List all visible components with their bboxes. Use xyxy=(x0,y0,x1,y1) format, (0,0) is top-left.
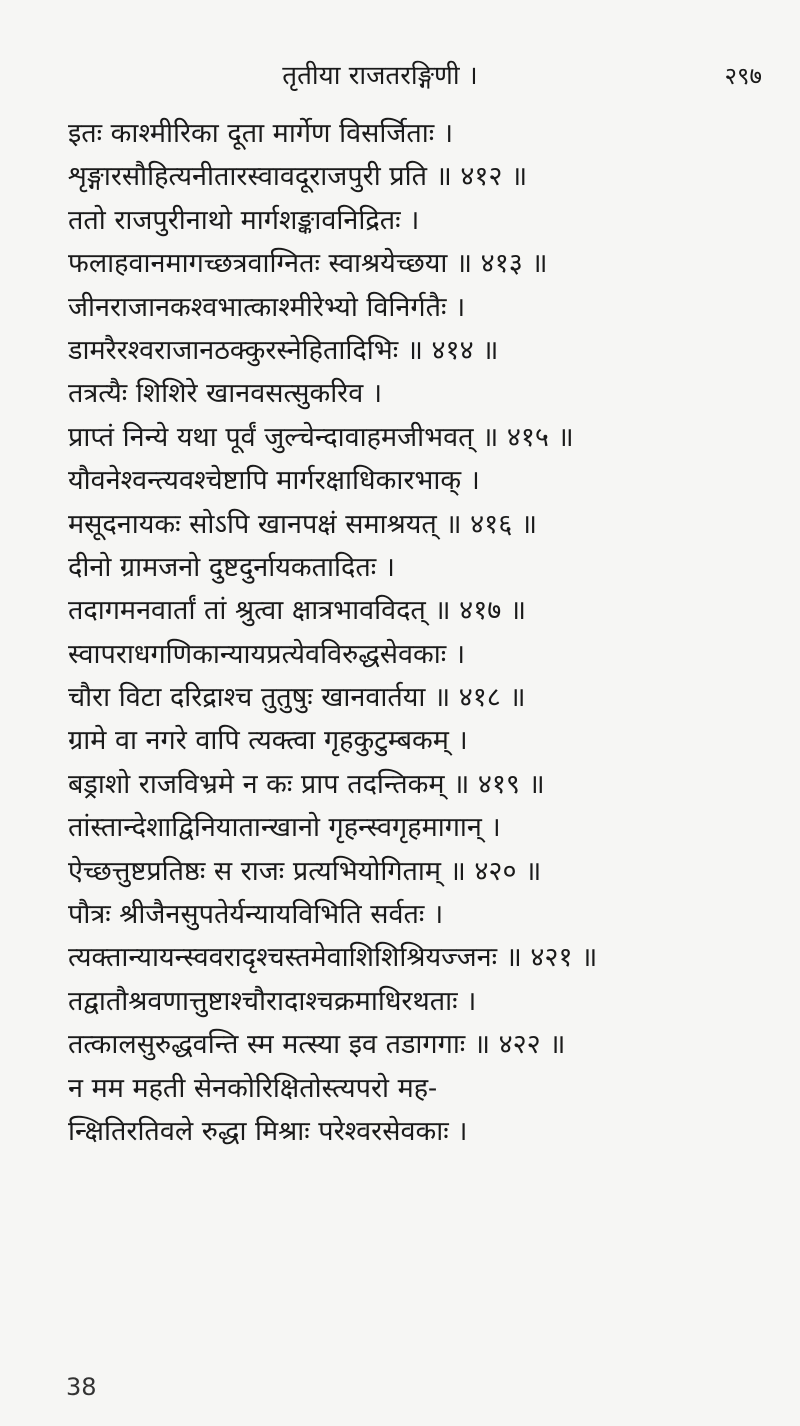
verse-line-3: ततो राजपुरीनाथो मार्गशङ्कावनिद्रितः । xyxy=(68,204,420,236)
running-title: तृतीया राजतरङ्गिणी । xyxy=(282,61,478,91)
verse-line-1: इतः काश्मीरिका दूता मार्गेण विसर्जिताः । xyxy=(68,118,454,149)
verse-line-20: त्यक्तान्यायन्स्ववरादृश्चस्तमेवाशिशिश्रियज्जनः ॥ ४२१ ॥ xyxy=(68,942,598,974)
verse-line-19: पौत्रः श्रीजैनसुपतेर्यन्यायविभिति सर्वतः । xyxy=(68,899,444,931)
verse-text-block xyxy=(68,112,768,1153)
verse-line-4: फलाहवानमागच्छत्रवाग्नितः स्वाश्रयेच्छया ॥ ४१३ ॥ xyxy=(68,248,548,280)
verse-line-2: शृङ्गारसौहित्यनीतारस्वावदूराजपुरी प्रति ॥ ४१२ ॥ xyxy=(68,161,528,193)
signature-mark: 38 xyxy=(66,1373,97,1401)
verse-line-15: ग्रामे वा नगरे वापि त्यक्त्वा गृहकुटुम्बकम् । xyxy=(68,725,468,757)
verse-line-18: ऐच्छत्तुष्टप्रतिष्ठः स राजः प्रत्यभियोगिताम् ॥ ४२० ॥ xyxy=(68,855,542,887)
verse-line-21: तद्वातौश्रवणात्तुष्टाश्चौरादाश्चक्रमाधिरथताः । xyxy=(68,985,477,1017)
page-number: २९७ xyxy=(724,62,762,90)
verse-line-6: डामरैरश्वराजानठक्कुरस्नेहितादिभिः ॥ ४१४ ॥ xyxy=(68,334,499,366)
verse-line-9: यौवनेश्वन्त्यवश्चेष्टापि मार्गरक्षाधिकारभाक् । xyxy=(68,465,480,497)
verse-line-23: न मम महती सेनकोरिक्षितोस्त्यपरो मह- xyxy=(68,1072,438,1104)
verse-line-8: प्राप्तं निन्ये यथा पूर्वं जुल्चेन्दावाहमजीभवत् ॥ ४१५ ॥ xyxy=(68,421,574,453)
verse-line-24: न्क्षितिरतिवले रुद्धा मिश्राः परेश्वरसेवकाः । xyxy=(68,1115,468,1147)
verse-line-17: तांस्तान्देशाद्विनियातान्खानो गृहन्स्वगृहमागान् । xyxy=(68,812,501,844)
verse-line-5: जीनराजानकश्वभात्काश्मीरेभ्यो विनिर्गतैः । xyxy=(68,291,466,323)
verse-line-12: तदागमनवार्तां तां श्रुत्वा क्षात्रभावविदत् ॥ ४१७ ॥ xyxy=(68,595,527,627)
verse-line-22: तत्कालसुरुद्धवन्ति स्म मत्स्या इव तडागगाः ॥ ४२२ ॥ xyxy=(68,1029,566,1061)
verse-line-14: चौरा विटा दरिद्राश्च तुतुषुः खानवार्तया ॥ ४१८ ॥ xyxy=(68,682,526,714)
running-head xyxy=(0,58,800,98)
verse-line-13: स्वापराधगणिकान्यायप्रत्येवविरुद्धसेवकाः । xyxy=(68,638,466,670)
verse-line-11: दीनो ग्रामजनो दुष्टदुर्नायकतादितः । xyxy=(68,551,396,583)
verse-line-10: मसूदनायकः सोऽपि खानपक्षं समाश्रयत् ॥ ४१६ ॥ xyxy=(68,508,538,540)
verse-line-7: तत्रत्यैः शिशिरे खानवसत्सुकरिव । xyxy=(68,378,383,410)
verse-line-16: बड्राशो राजविभ्रमे न कः प्राप तदन्तिकम् ॥ ४१९ ॥ xyxy=(68,768,545,800)
